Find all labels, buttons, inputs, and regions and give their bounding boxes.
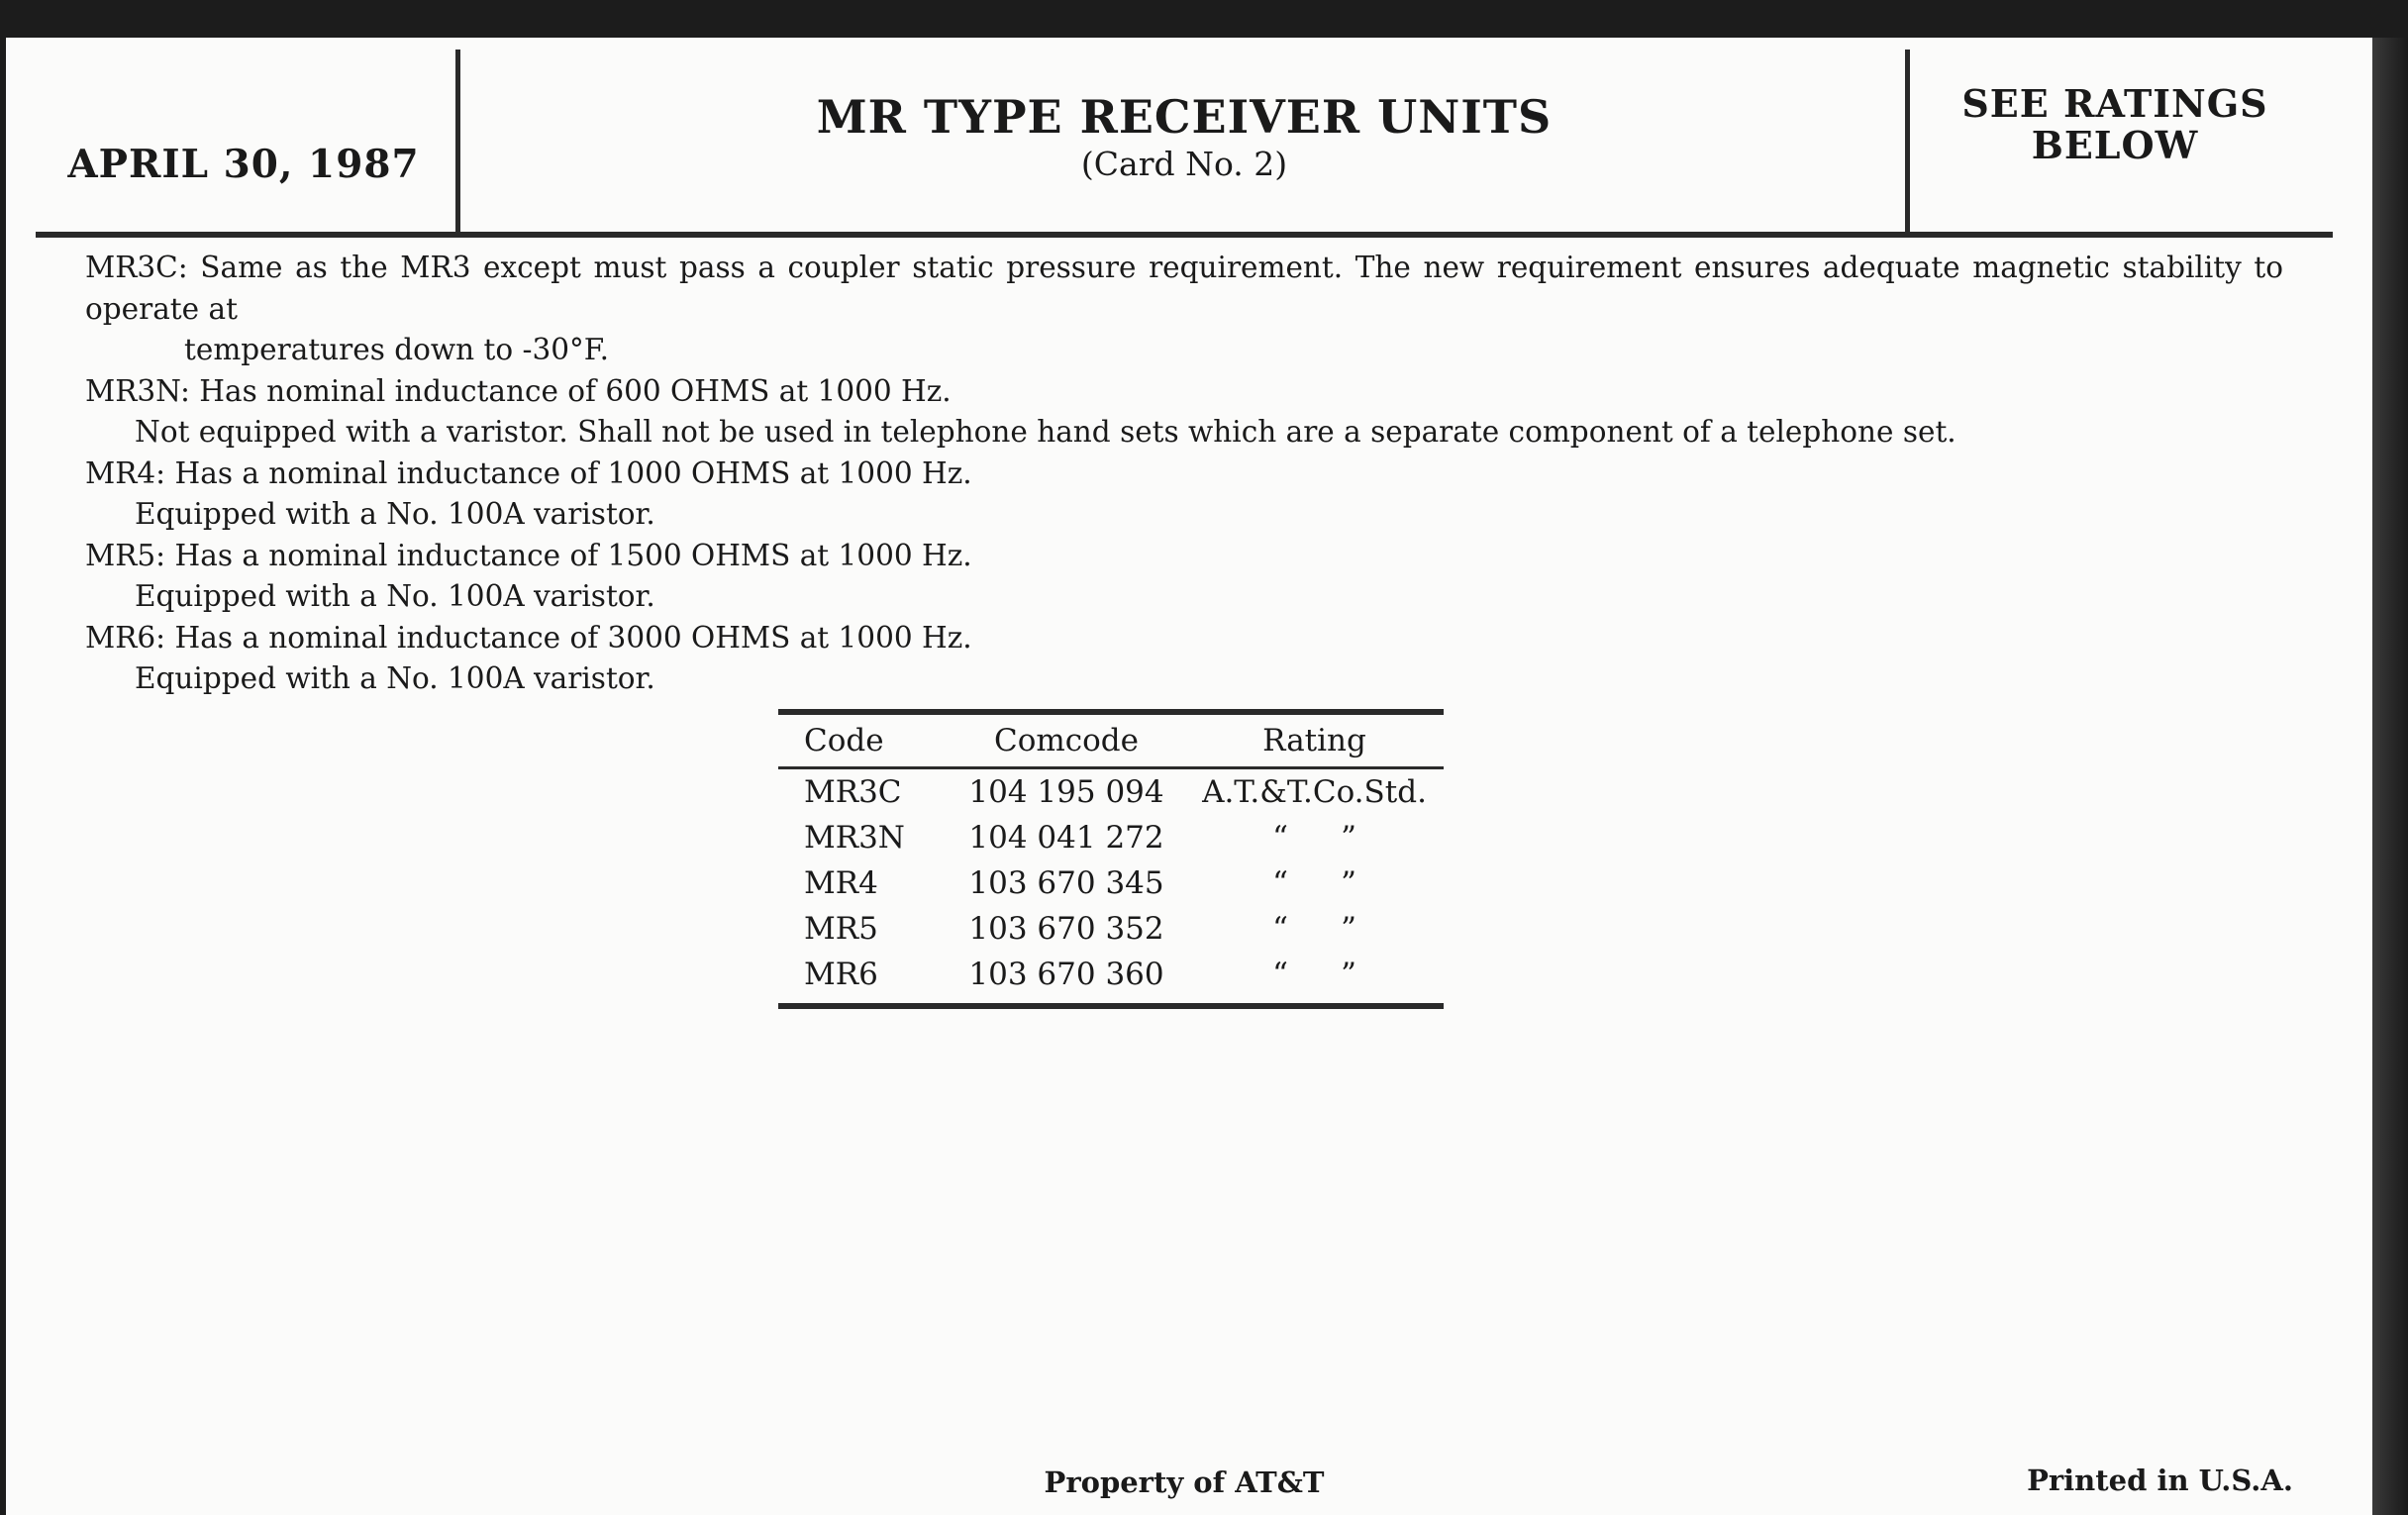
ratings-table [778,709,1444,1009]
cell-rating-ditto [1185,865,1444,901]
description-line: MR6: Has a nominal inductance of 3000 OHMS at 1000 Hz. [85,620,972,655]
cell-comcode: 104 195 094 [968,774,1164,810]
ditto-open: “ [1272,865,1288,901]
scan-edge-shadow [2372,38,2408,1515]
description-line: MR3N: Has nominal inductance of 600 OHMS at 1000 Hz. [85,373,952,408]
description-line: MR5: Has a nominal inductance of 1500 OHMS at 1000 Hz. [85,538,972,572]
card-date: APRIL 30, 1987 [67,142,420,187]
cell-code: MR6 [804,957,878,992]
cell-rating-ditto [1185,957,1444,992]
header-divider-left [455,50,460,232]
description-line: temperatures down to -30°F. [184,333,610,366]
table-bottom-rule [778,1003,1444,1009]
description-line: MR4: Has a nominal inductance of 1000 OHMS at 1000 Hz. [85,455,972,490]
cell-rating: A.T.&T.Co.Std. [1202,774,1427,810]
column-header-rating: Rating [1262,723,1366,758]
cell-code: MR4 [804,865,878,901]
table-row [778,769,1444,815]
card-subtitle: (Card No. 2) [1080,145,1288,183]
cell-rating-ditto [1185,820,1444,856]
cell-code: MR5 [804,911,878,947]
description-line: Equipped with a No. 100A varistor. [135,579,655,613]
table-header-row [778,715,1444,766]
ditto-open: “ [1272,957,1288,992]
cell-code: MR3C [804,774,902,810]
table-row [778,815,1444,860]
header-divider-right [1905,50,1910,232]
description-line: Equipped with a No. 100A varistor. [135,661,655,695]
ditto-close: ” [1341,865,1356,901]
header-rule [36,232,2333,238]
ditto-open: “ [1272,820,1288,856]
rating-note [1917,83,2313,166]
footer-printed: Printed in U.S.A. [2027,1464,2293,1497]
table-row [778,860,1444,906]
footer-property: Property of AT&T [1044,1465,1325,1499]
ditto-close: ” [1341,911,1356,947]
card-title-block [471,89,1897,184]
ditto-close: ” [1341,820,1356,856]
description-line: Equipped with a No. 100A varistor. [135,497,655,531]
cell-comcode: 103 670 345 [968,865,1164,901]
rating-note-line2: BELOW [2031,123,2199,167]
description-line: Not equipped with a varistor. Shall not be used in telephone hand sets which are a separate component of a telephone set. [135,415,1956,449]
description-line: MR3C: Same as the MR3 except must pass a coupler static pressure requirement. The new requirement ensures adequate magnetic stability to operate at [85,251,2283,326]
table-row [778,906,1444,952]
column-header-comcode: Comcode [994,723,1139,758]
cell-code: MR3N [804,820,905,856]
column-header-code: Code [804,723,884,758]
table-row [778,952,1444,997]
ditto-close: ” [1341,957,1356,992]
description-text [85,248,2283,700]
rating-note-line1: SEE RATINGS [1961,81,2268,126]
cell-comcode: 103 670 360 [968,957,1164,992]
catalog-card [6,38,2372,1515]
cell-comcode: 104 041 272 [968,820,1164,856]
cell-comcode: 103 670 352 [968,911,1164,947]
ditto-open: “ [1272,911,1288,947]
cell-rating-ditto [1185,911,1444,947]
card-title: MR TYPE RECEIVER UNITS [816,90,1553,144]
